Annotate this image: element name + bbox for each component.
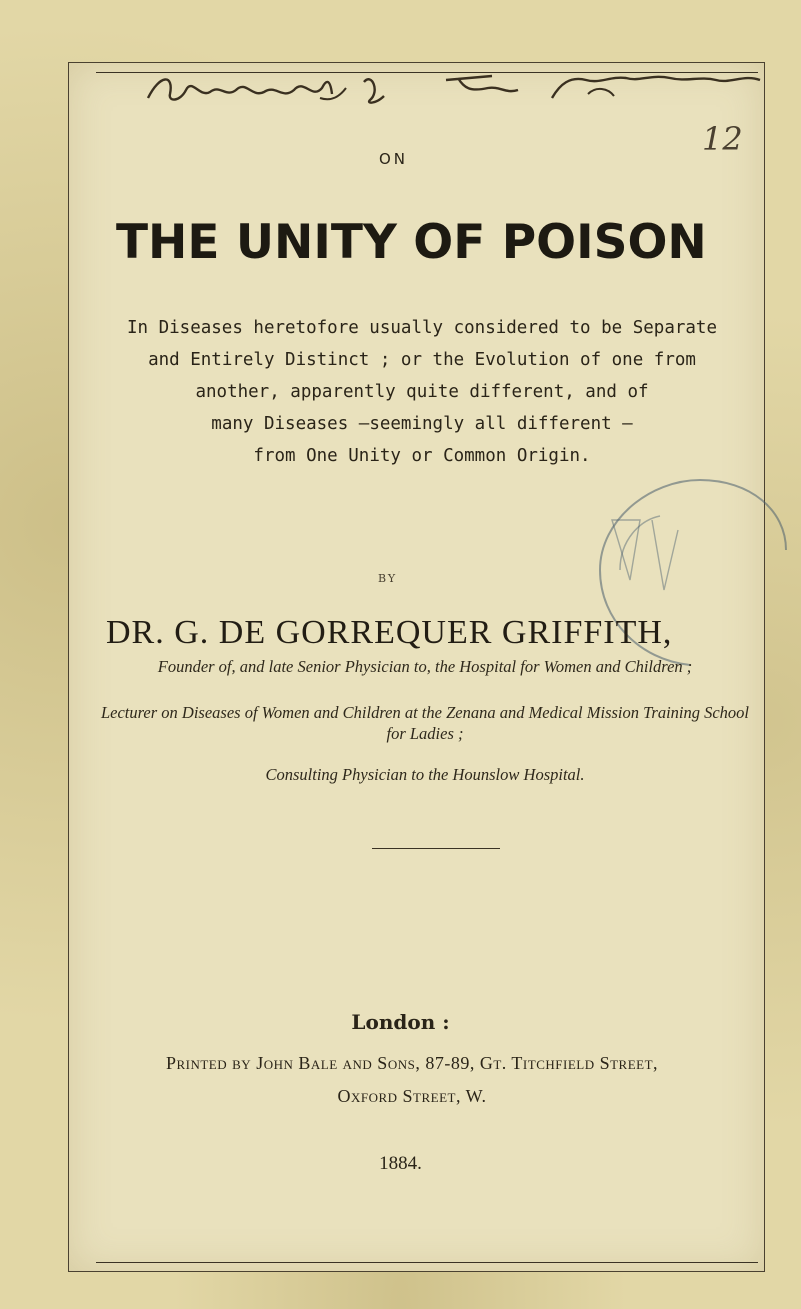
on-label: ON [379,150,409,168]
credential-line: Lecturer on Diseases of Women and Children at the Zenana and Medical Mission Training School for Ladies ; [100,703,750,743]
subtitle-line: many Diseases —seemingly all different — [211,414,633,434]
imprint-city: London : [351,1010,450,1034]
printer-block [92,1047,732,1113]
subtitle-line: from One Unity or Common Origin. [253,446,591,466]
subtitle-line: and Entirely Distinct ; or the Evolution of one from [148,350,696,370]
subtitle-block [92,312,752,472]
subtitle-line: In Diseases heretofore usually considered to be Separate [126,318,717,338]
printer-line: Printed by John Bale and Sons, 87-89, Gt. Titchfield Street, [165,1053,659,1073]
printer-line: Oxford Street, W. [337,1086,487,1106]
page-title: THE UNITY OF POISON [116,215,707,270]
credential-line: Consulting Physician to the Hounslow Hospital. [265,765,585,784]
bottom-border-line [96,1262,758,1263]
handwritten-inscription [140,68,780,110]
by-label: BY [378,572,398,585]
credential-line: Founder of, and late Senior Physician to, the Hospital for Women and Children ; [157,657,693,676]
author-name: DR. G. DE GORREQUER GRIFFITH, [106,614,673,651]
subtitle-line: another, apparently quite different, and of [195,382,649,402]
imprint-year: 1884. [379,1153,422,1174]
catalogue-number: 12 [702,120,743,158]
divider-rule [372,848,500,849]
